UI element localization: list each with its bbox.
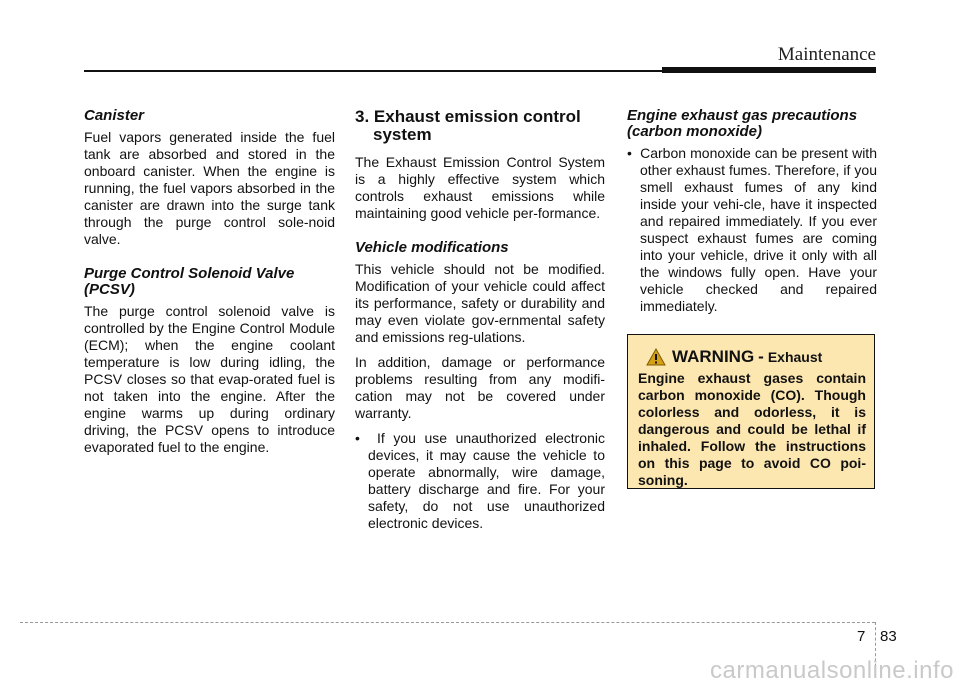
header-rule-thick <box>662 67 876 73</box>
exhaust-system-heading: 3. Exhaust emission control system <box>355 107 581 144</box>
warning-triangle-icon <box>646 348 666 366</box>
warning-header <box>638 347 866 367</box>
page-number: 83 <box>880 628 897 645</box>
warning-topic: Exhaust <box>767 349 823 365</box>
pcsv-heading-line2: (PCSV) <box>84 281 135 298</box>
chapter-number: 7 <box>857 628 866 645</box>
warning-text: Engine exhaust gases contain carbon monoxide (CO). Though colorless and odorless, it is dangerous and could be lethal if inhaled. Follow the instructions on this page to avoid CO poi-soning. <box>638 370 866 488</box>
list-item <box>355 430 605 532</box>
canister-text: Fuel vapors generated inside the fuel tank are absorbed and stored in the onboard canister. When the engine is running, the fuel vapors absorbed in the canister are drawn into the surge tank through the purge control sole-noid valve. <box>84 129 335 247</box>
bullet-text: If you use unauthorized electronic devices, it may cause the vehicle to operate abnormally, wire damage, battery discharge and fire. For your safety, do not use unauthorized electronic devices. <box>368 430 605 531</box>
list-item <box>627 145 877 315</box>
vehicle-modifications-heading: Vehicle modifications <box>355 239 509 256</box>
pcsv-heading <box>84 266 335 298</box>
bullet-icon: • <box>355 430 377 446</box>
vehicle-modifications-text: This vehicle should not be modified. Modification of your vehicle could affect its performance, safety or durability and may even violate gov-ernmental safety and emissions reg-ulations. <box>355 261 605 345</box>
column-2 <box>355 108 605 540</box>
canister-heading: Canister <box>84 107 145 124</box>
warranty-text: In addition, damage or performance problems resulting from any modifi-cation may not be covered under warranty. <box>355 354 605 421</box>
warning-box <box>627 334 875 489</box>
footer-rule <box>20 622 875 623</box>
column-1 <box>84 108 335 464</box>
warning-separator: - <box>758 347 764 366</box>
precautions-heading-line2: (carbon monoxide) <box>627 123 763 140</box>
bullet-icon: • <box>627 145 641 161</box>
exhaust-intro-text: The Exhaust Emission Control System is a highly effective system which controls exhaust emissions while maintaining good vehicle per-formance. <box>355 154 605 221</box>
column-3 <box>627 108 877 323</box>
pcsv-heading-line1: Purge Control Solenoid Valve <box>84 265 295 282</box>
bullet-text: Carbon monoxide can be present with other exhaust fumes. Therefore, if you smell exhaust fumes of any kind inside your vehi-cle, have it inspected and repaired immediately. If you ever suspect exhaust fumes are coming into your vehicle, drive it only with all the windows fully open. Have your vehicle checked and repaired immediately. <box>640 145 877 314</box>
precautions-heading-line1: Engine exhaust gas precautions <box>627 107 858 124</box>
watermark: carmanualsonline.info <box>710 657 954 684</box>
exhaust-precautions-heading <box>627 108 877 140</box>
header-section-title: Maintenance <box>777 44 876 65</box>
pcsv-text: The purge control solenoid valve is controlled by the Engine Control Module (ECM); when the engine coolant temperature is low during idling, the PCSV closes so that evap-orated fuel is not taken into the engine. After the engine warms up during ordinary driving, the PCSV opens to introduce evaporated fuel to the engine. <box>84 303 335 455</box>
header-rule-thin <box>84 70 662 72</box>
warning-label: WARNING <box>672 347 755 366</box>
